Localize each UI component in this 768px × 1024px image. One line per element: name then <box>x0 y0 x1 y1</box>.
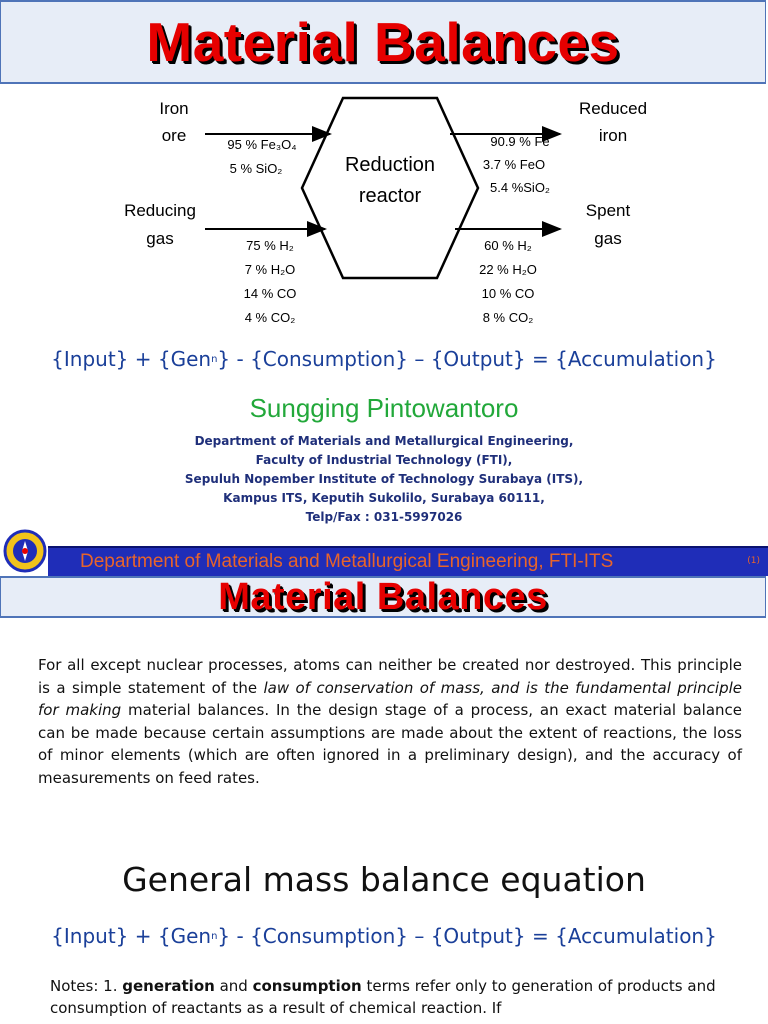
notes-rest: terms refer only to generation of products and consumption of reactants as a result of chemical reaction. If <box>50 977 716 1017</box>
reactor-label-line1: Reduction <box>344 154 436 176</box>
notes-text <box>50 975 750 1019</box>
paragraph-text: For all except nuclear processes, atoms can neither be created nor destroyed. This principle is a simple statement of the <box>38 656 742 697</box>
reducing-gas-comp-1: 75 % H₂ <box>246 238 294 253</box>
affiliation-line: Department of Materials and Metallurgical Engineering, <box>194 434 574 448</box>
its-logo-icon <box>2 528 48 574</box>
iron-ore-label-line1: Iron <box>159 99 189 118</box>
reduced-iron-comp-3: 5.4 %SiO₂ <box>490 180 550 195</box>
spent-gas-comp-1: 60 % H₂ <box>484 238 532 253</box>
spent-gas-comp-4: 8 % CO₂ <box>482 310 534 325</box>
affiliation-line: Kampus ITS, Keputih Sukolilo, Surabaya 60111, <box>223 491 545 505</box>
mass-balance-equation-2 <box>0 924 768 948</box>
conservation-paragraph <box>38 654 742 789</box>
slide2-title-box <box>0 576 766 618</box>
reducing-gas-label-line2: gas <box>146 229 174 248</box>
equation-superscript: n <box>211 931 218 942</box>
notes-term-consumption: consumption <box>252 977 362 995</box>
reducing-gas-comp-4: 4 % CO₂ <box>244 310 296 325</box>
reduced-iron-comp-1: 90.9 % Fe <box>490 134 550 149</box>
author-name: Sungging Pintowantoro <box>249 393 519 423</box>
equation-part-before: {Input} + {Gen <box>51 347 212 371</box>
affiliation-block <box>0 432 768 527</box>
reducing-gas-comp-3: 14 % CO <box>243 286 297 301</box>
general-mass-balance-heading: General mass balance equation <box>122 860 646 899</box>
slide1-footer-bar <box>48 546 768 576</box>
spent-gas-comp-2: 22 % H₂O <box>479 262 537 277</box>
equation-part-after: } - {Consumption} – {Output} = {Accumulation} <box>217 924 717 948</box>
equation-superscript: n <box>211 354 218 365</box>
iron-ore-label-line2: ore <box>161 126 187 145</box>
spent-gas-label-line1: Spent <box>585 201 631 220</box>
spent-gas-comp-3: 10 % CO <box>481 286 535 301</box>
affiliation-line: Faculty of Industrial Technology (FTI), <box>255 453 513 467</box>
equation-part-after: } - {Consumption} – {Output} = {Accumulation} <box>217 347 717 371</box>
notes-prefix: Notes: 1. <box>50 977 123 995</box>
footer-department-text: Department of Materials and Metallurgical Engineering, FTI-ITS <box>80 551 614 572</box>
affiliation-line: Sepuluh Nopember Institute of Technology Surabaya (ITS), <box>184 472 584 486</box>
mass-balance-equation-1 <box>0 347 768 371</box>
paragraph-italic-text: law of conservation of mass, and is the fundamental principle for making <box>38 678 742 719</box>
reduction-reactor-diagram <box>100 90 648 335</box>
slide2-title: Material Balances <box>218 576 548 618</box>
affiliation-line: Telp/Fax : 031-5997026 <box>305 510 463 524</box>
slide1-title: Material Balances <box>146 11 620 73</box>
spent-gas-label-line2: gas <box>594 229 622 248</box>
reactor-label-line2: reactor <box>358 185 422 207</box>
equation-part-before: {Input} + {Gen <box>51 924 212 948</box>
reducing-gas-label-line1: Reducing <box>124 201 196 220</box>
paragraph-text: material balances. In the design stage of a process, an exact material balance can be made because certain assumptions are made about the extent of reactions, the loss of minor elements (which are often ignored in a preliminary design), and the accuracy of measurements on feed rates. <box>38 701 742 787</box>
footer-page-number: (1) <box>747 556 760 566</box>
iron-ore-comp-1: 95 % Fe₃O₄ <box>227 137 297 152</box>
slide1-title-box <box>0 0 766 84</box>
notes-mid: and <box>214 977 253 995</box>
reduced-iron-label-line2: iron <box>598 126 628 145</box>
iron-ore-comp-2: 5 % SiO₂ <box>229 161 283 176</box>
reducing-gas-comp-2: 7 % H₂O <box>244 262 296 277</box>
reduced-iron-label-line1: Reduced <box>578 99 648 118</box>
reduced-iron-comp-2: 3.7 % FeO <box>482 157 546 172</box>
notes-term-generation: generation <box>122 977 215 995</box>
